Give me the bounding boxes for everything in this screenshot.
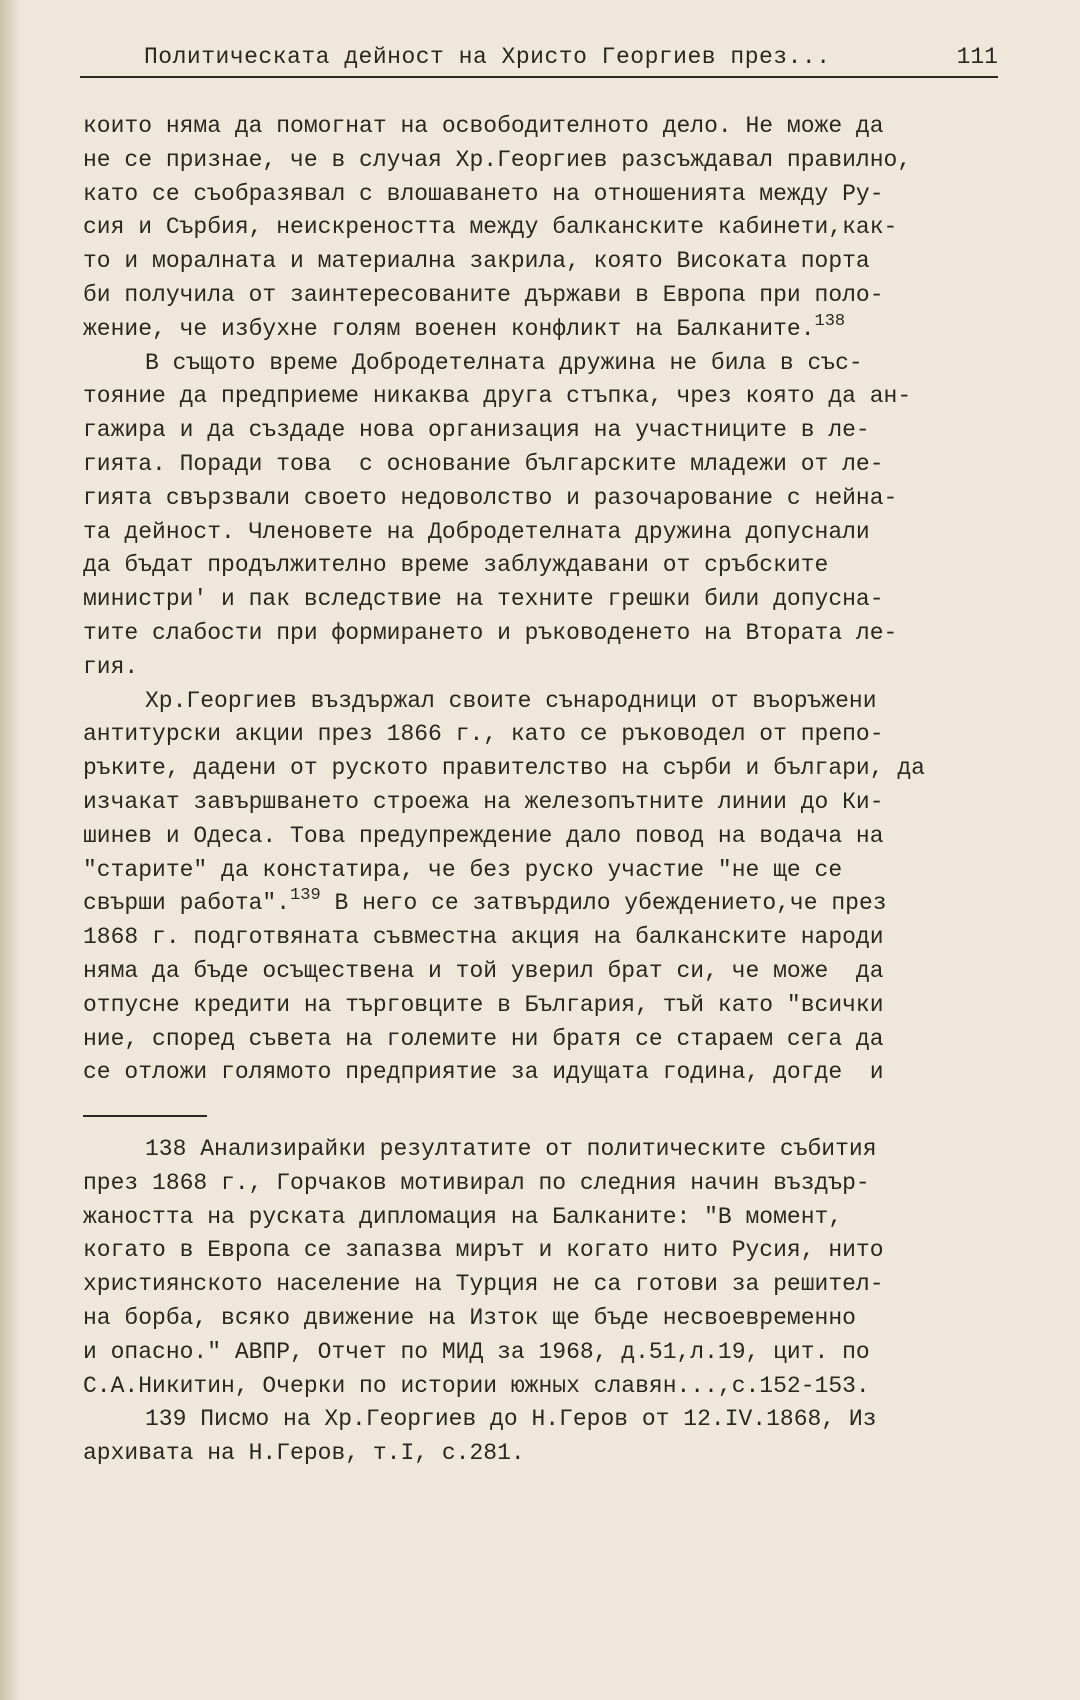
text-line: изчакат завършването строежа на железопътните линии до Ки- [83, 788, 884, 815]
text-line: се отложи голямото предприятие за идущата година, догде и [83, 1059, 884, 1086]
text-line: гия. [83, 653, 139, 680]
text-line: гажира и да създаде нова организация на участниците в ле- [83, 417, 870, 444]
text-line: гията свързвали своето недоволство и разочарование с нейна- [83, 484, 898, 511]
footnote-line: когато в Европа се запазва мирът и когато нито Русия, нито [83, 1237, 884, 1264]
text-line: ръките, дадени от руското правителство на сърби и българи, да [83, 755, 925, 782]
footnote-line: и опасно." АВПР, Отчет по МИД за 1968, д.51,л.19, цит. по [83, 1338, 870, 1365]
footnote-line: на борба, всяко движение на Изток ще бъде несвоевременно [83, 1304, 856, 1331]
text-line: антитурски акции през 1866 г., като се ръководел от препо- [83, 721, 884, 748]
running-header [80, 40, 998, 78]
text-line: като се съобразявал с влошаването на отношенията между Ру- [83, 180, 884, 207]
text-line: тояние да предприеме никаква друга стъпка, чрез която да ан- [83, 383, 912, 410]
footnote-138: 138 Анализирайки резултатите от политическите събития [145, 1136, 877, 1162]
text-line: шинев и Одеса. Това предупреждение дало повод на водача на [83, 822, 884, 849]
page-binding-edge [0, 0, 22, 1700]
main-text [83, 110, 998, 1090]
text-line: няма да бъде осъществена и той уверил брат си, че може да [83, 957, 884, 984]
footnote-line: през 1868 г., Горчаков мотивирал по следния начин въздър- [83, 1169, 870, 1196]
running-title: Политическата дейност на Христо Георгиев през... [144, 44, 831, 70]
text-segment: свърши работа". [83, 890, 291, 917]
footnote-separator [83, 1115, 207, 1117]
text-line: та дейност. Членовете на Добродетелната дружина допуснали [83, 518, 870, 545]
text-line: би получила от заинтересованите държави в Европа при поло- [83, 281, 884, 308]
text-line: да бъдат продължително време заблуждавани от сръбските [83, 552, 829, 579]
page-number: 111 [956, 44, 998, 70]
footnote-line: С.А.Никитин, Очерки по истории южных славян...,с.152-153. [83, 1372, 870, 1399]
footnote-ref-138[interactable]: 138 [814, 311, 846, 331]
text-line: "старите" да констатира, че без руско участие "не ще се [83, 856, 843, 883]
text-line: отпусне кредити на търговците в България, тъй като "всички [83, 991, 884, 1018]
text-line: не се признае, че в случая Хр.Георгиев разсъждавал правилно, [83, 146, 912, 173]
text-line: министри' и пак вследствие на техните грешки били допусна- [83, 586, 884, 613]
footnote-line: жаността на руската дипломация на Балканите: "В момент, [83, 1203, 843, 1230]
text-line: ние, според съвета на големите ни братя се стараем сега да [83, 1025, 884, 1052]
footnote-line: християнското население на Турция не са готови за решител- [83, 1271, 884, 1298]
text-line: тите слабости при формирането и ръководенето на Втората ле- [83, 619, 898, 646]
text-segment: В него се затвърдило убеждението,че през [320, 890, 887, 917]
paragraph-start-line: В същото време Добродетелната дружина не била в със- [145, 349, 863, 376]
footnote-ref-139[interactable]: 139 [290, 886, 321, 906]
footnote-139: 139 Писмо на Хр.Георгиев до Н.Геров от 12.IV.1868, Из [145, 1406, 877, 1433]
text-line: то и моралната и материална закрила, която Високата порта [83, 248, 870, 275]
text-line [83, 313, 998, 347]
text-segment: жение, че избухне голям военен конфликт на Балканите. [83, 315, 815, 342]
footnote-line: архивата на Н.Геров, т.I, с.281. [83, 1440, 525, 1467]
text-line: 1868 г. подготвяната съвместна акция на балканските народи [83, 924, 884, 951]
text-line [83, 887, 998, 921]
footnotes [83, 1133, 1013, 1471]
text-line: гията. Поради това с основание българските младежи от ле- [83, 450, 884, 477]
text-line: сия и Сърбия, неискреността между балканските кабинети,как- [83, 214, 898, 241]
text-line: които няма да помогнат на освободителното дело. Не може да [83, 113, 884, 139]
paragraph-start-line: Хр.Георгиев въздържал своите сънародници от въоръжени [145, 687, 877, 714]
